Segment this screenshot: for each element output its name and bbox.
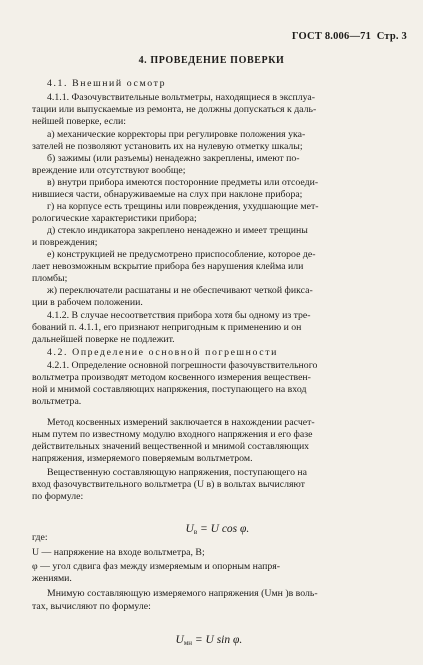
formula-imaginary-component — [164, 622, 242, 659]
text-line: действительных значений вещественной и мнимой составляющих — [32, 441, 310, 452]
text-line: тах, вычисляют по формуле: — [32, 601, 151, 612]
text-line: зателей не позволяют установить их на нулевую отметку шкалы; — [32, 141, 303, 152]
text-line: е) конструкцией не предусмотрено приспособление, которое де- — [47, 249, 316, 260]
text-line: вольтметра производят методом косвенного измерения веществен- — [32, 372, 311, 383]
text-line: напряжения, измеряемого поверяемым вольтметром. — [32, 453, 253, 464]
formula-subscript: в — [193, 528, 198, 536]
section-title: 4. ПРОВЕДЕНИЕ ПОВЕРКИ — [138, 55, 285, 66]
text-line: лает невозможным вскрытие прибора без нарушения клейма или — [32, 261, 304, 272]
text-line: вход фазочувствительного вольтметра (U в) в вольтах вычисляют — [32, 479, 305, 490]
formula-subscript: мн — [183, 639, 192, 647]
text-line: дальнейшей поверке не подлежит. — [32, 334, 175, 345]
text-line: ции в рабочем положении. — [32, 297, 143, 308]
text-line: 4.1.2. В случае несоответствия прибора хотя бы одному из тре- — [47, 310, 311, 321]
formula-rhs: = U cos φ. — [197, 523, 250, 535]
text-line: бований п. 4.1.1, его признают непригодным к применению и он — [32, 322, 302, 333]
subsection-heading: 4.1. Внешний осмотр — [47, 78, 167, 89]
text-line: по формуле: — [32, 491, 84, 502]
subsection-heading: 4.2. Определение основной погрешности — [47, 347, 278, 358]
text-line: нейшей поверке, если: — [32, 116, 126, 127]
text-line: ж) переключатели расшатаны и не обеспечивают четкой фикса- — [47, 285, 313, 296]
text-line: где: — [32, 532, 48, 543]
text-line: 4.2.1. Определение основной погрешности фазочувствительного — [47, 360, 318, 371]
page-header — [292, 31, 407, 42]
text-line: вреждение или отсутствуют вообще; — [32, 165, 186, 176]
formula-lhs: U — [175, 634, 184, 646]
text-line: Вещественную составляющую напряжения, поступающего на — [47, 467, 308, 478]
text-line: а) механические корректоры при регулировке положения ука- — [47, 129, 306, 140]
text-line: г) на корпусе есть трещины или повреждения, ухудшающие мет- — [47, 201, 319, 212]
text-line: д) стекло индикатора закреплено ненадежно и имеет трещины — [47, 225, 308, 236]
text-line: Метод косвенных измерений заключается в нахождении расчет- — [47, 417, 315, 428]
text-line: рологические характеристики прибора; — [32, 213, 197, 224]
text-line: в) внутри прибора имеются посторонние предметы или отсоеди- — [47, 177, 319, 188]
formula-lhs: U — [185, 523, 194, 535]
text-line: φ — угол сдвига фаз между измеряемым и опорным напря- — [32, 561, 280, 572]
text-line: ной и мнимой составляющих напряжения, поступающего на вход — [32, 384, 307, 395]
text-line: и повреждения; — [32, 237, 98, 248]
text-line: 4.1.1. Фазочувствительные вольтметры, находящиеся в эксплуа- — [47, 92, 316, 103]
text-line: нившиеся части, обнаруживаемые на слух при наклоне прибора; — [32, 189, 303, 200]
text-line: Мнимую составляющую измеряемого напряжения (Uмн )в воль- — [47, 588, 318, 599]
page-number: Стр. 3 — [376, 31, 407, 42]
text-line: жениями. — [32, 573, 72, 584]
formula-real-component — [174, 511, 249, 548]
text-line: тации или выпускаемые из ремонта, не должны допускаться к даль- — [32, 104, 317, 115]
standard-number: ГОСТ 8.006—71 — [291, 31, 372, 42]
formula-rhs: = U sin φ. — [192, 634, 243, 646]
text-line: вольтметра. — [32, 396, 82, 407]
text-line: U — напряжение на входе вольтметра, В; — [32, 547, 205, 558]
text-line: ным путем по известному модулю входного напряжения и его фазе — [32, 429, 313, 440]
text-line: б) зажимы (или разъемы) ненадежно закреплены, имеют по- — [47, 153, 300, 164]
text-line: пломбы; — [32, 273, 68, 284]
